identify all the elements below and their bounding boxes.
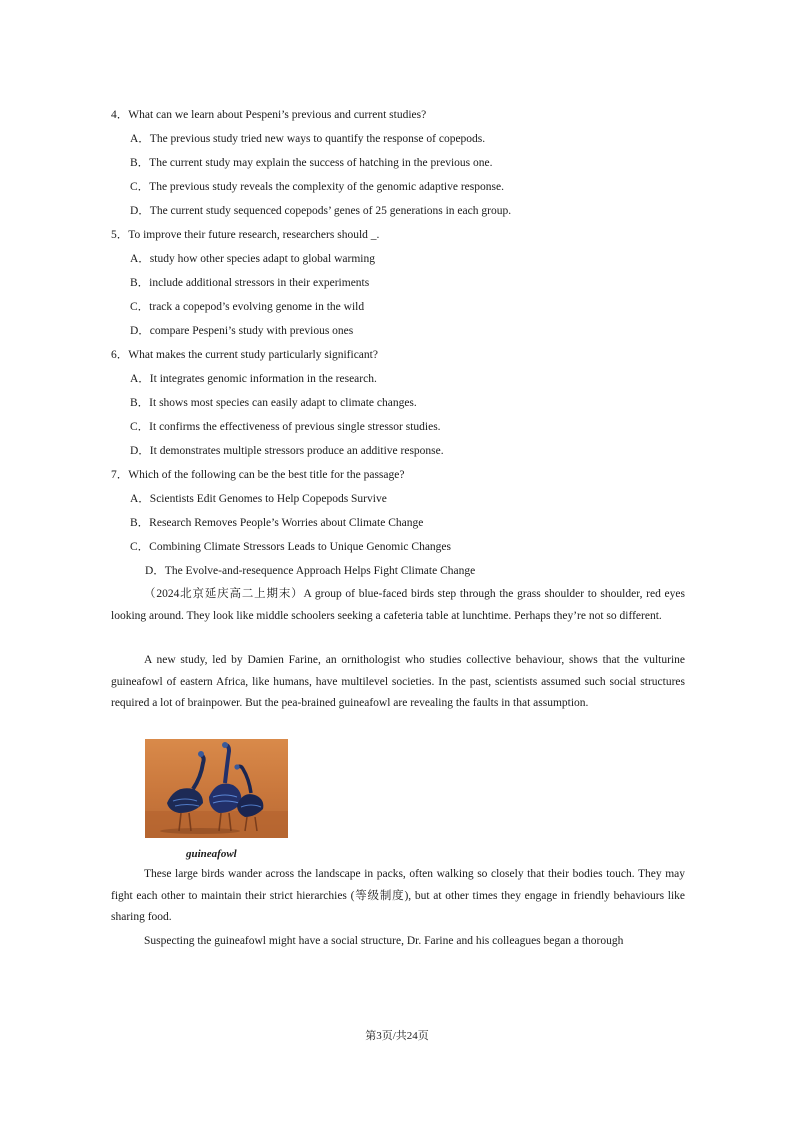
question-4-option-b: B．The current study may explain the success of hatching in the previous one. xyxy=(130,157,493,169)
question-4-stem: 4．What can we learn about Pespeni’s previous and current studies? xyxy=(111,109,427,121)
question-7-option-c: C．Combining Climate Stressors Leads to Unique Genomic Changes xyxy=(130,541,452,553)
question-4-option-d: D．The current study sequenced copepods’ genes of 25 generations in each group. xyxy=(130,205,512,217)
question-7-option-b: B．Research Removes People’s Worries about Climate Change xyxy=(130,517,424,529)
question-6-option-a: A．It integrates genomic information in the research. xyxy=(130,373,377,385)
question-4-option-c: C．The previous study reveals the complexity of the genomic adaptive response. xyxy=(130,181,504,193)
passage-paragraph-2: A new study, led by Damien Farine, an ornithologist who studies collective behaviour, shows that the vulturine guineafowl of eastern Africa, like humans, have multilevel societies. In the past, scientists assumed such social structures required a lot of brainpower. But the pea-brained guineafowl are revealing the faults in that assumption. xyxy=(111,654,685,709)
question-7-option-d: D．The Evolve-and-resequence Approach Helps Fight Climate Change xyxy=(145,565,476,577)
passage-paragraph-1: （2024北京延庆高二上期末）A group of blue-faced birds step through the grass shoulder to shoulder, red eyes looking around. They look like middle schoolers seeking a cafeteria table at lunchtime. Perhaps they’re not so different. xyxy=(111,588,685,622)
question-5-option-c: C．track a copepod’s evolving genome in the wild xyxy=(130,301,365,313)
question-6-option-b: B．It shows most species can easily adapt to climate changes. xyxy=(130,397,417,409)
passage-paragraph-3: These large birds wander across the landscape in packs, often walking so closely that their bodies touch. They may fight each other to maintain their strict hierarchies (等级制度), but at other times they engage in friendly behaviours like sharing food. xyxy=(111,868,685,923)
question-7-option-a: A．Scientists Edit Genomes to Help Copepods Survive xyxy=(130,493,387,505)
question-6-option-d: D．It demonstrates multiple stressors produce an additive response. xyxy=(130,445,444,457)
guineafowl-photo xyxy=(145,739,288,838)
image-caption: guineafowl xyxy=(186,848,237,860)
question-4-option-a: A．The previous study tried new ways to quantify the response of copepods. xyxy=(130,133,486,145)
question-5-option-d: D．compare Pespeni’s study with previous ones xyxy=(130,325,354,337)
question-7-stem: 7．Which of the following can be the best title for the passage? xyxy=(111,469,405,481)
question-5-stem: 5．To improve their future research, researchers should _. xyxy=(111,229,380,241)
question-6-option-c: C．It confirms the effectiveness of previous single stressor studies. xyxy=(130,421,441,433)
question-6-stem: 6．What makes the current study particularly significant? xyxy=(111,349,378,361)
page-number-footer: 第3页/共24页 xyxy=(365,1030,429,1042)
passage-paragraph-4: Suspecting the guineafowl might have a social structure, Dr. Farine and his colleagues began a thorough xyxy=(144,935,624,947)
question-5-option-b: B．include additional stressors in their experiments xyxy=(130,277,370,289)
question-5-option-a: A．study how other species adapt to global warming xyxy=(130,253,375,265)
